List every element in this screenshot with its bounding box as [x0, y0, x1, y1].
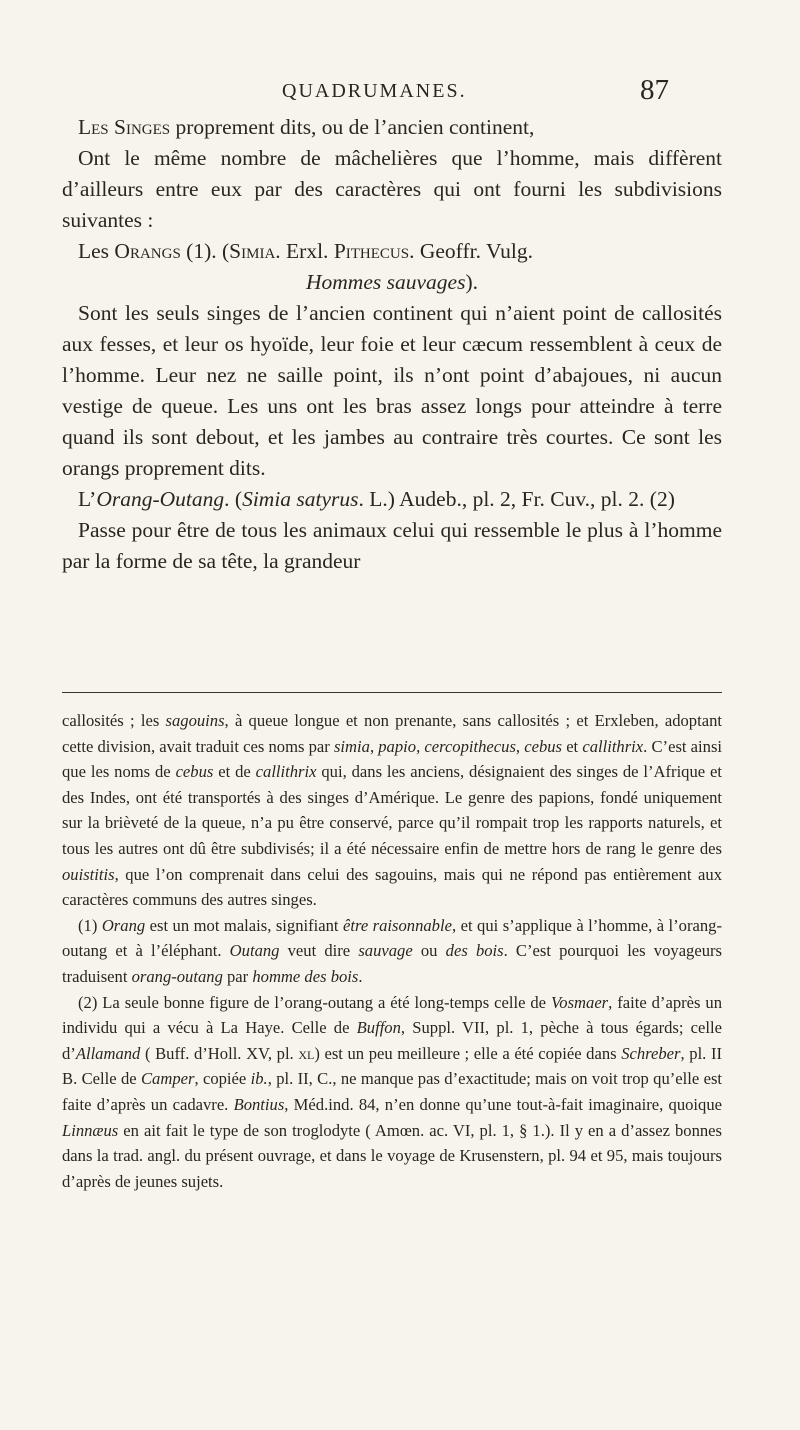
term-sagouins: sagouins	[165, 711, 225, 730]
term-buffon: Buffon	[356, 1018, 401, 1038]
term-bontius: Bontius	[233, 1094, 285, 1114]
footnote-rule	[62, 692, 722, 693]
term-homme-des-bois: homme des bois	[252, 966, 359, 986]
text-run: callosités ; les	[62, 711, 166, 730]
text-run: (1)	[78, 915, 102, 935]
text-run: , Suppl. VII, pl. 1, pèche à tous égards; celle d’	[62, 1018, 722, 1063]
text-run: proprement dits, ou de l’ancien continent,	[170, 115, 535, 139]
paragraph-description: Sont les seuls singes de l’ancien continent qui n’aient point de callosités aux fesses, et leur os hyoïde, leur foie et leur cæcum ressemblent à ceux de l’homme. Leur nez ne saille point, ils n’ont point d’abajoues, ni aucun vestige de queue. Les uns ont les bras assez longs pour atteindre à terre quand ils sont debout, et les jambes au contraire très courtes. Ce sont les orangs proprement dits.	[62, 301, 722, 480]
text-run: , faite d’après un individu qui a vécu à La Haye. Celle de	[62, 992, 723, 1038]
term-simia: Simia	[229, 239, 276, 263]
paragraph-orangs-subheading	[62, 267, 722, 298]
text-run: veut dire	[279, 941, 359, 961]
text-run: .	[358, 966, 363, 986]
term-xl: xl	[298, 1043, 315, 1063]
text-run: . C’est pourquoi les voyageurs traduisent	[62, 941, 722, 986]
page-number: 87	[640, 74, 669, 106]
term-etre-raisonnable: être raisonnable	[343, 915, 452, 935]
text-run: et de	[213, 762, 256, 782]
term-cebus: cebus	[524, 736, 563, 756]
text-run: . (	[224, 487, 243, 511]
text-run: ) est un peu meilleure ; elle a été copiée dans	[314, 1043, 622, 1063]
text-run: en ait fait le type de son troglodyte ( Amœn. ac. VI, pl. 1, § 1.). Il y en a d’assez bonnes dans la trad. angl. du présent ouvrage, et dans le voyage de Krusenstern, pl. 94 et 95, mais toujours d’après de jeunes sujets.	[62, 1120, 722, 1191]
text-run: , Méd.ind. 84, n’en donne qu’une tout-à-fait imaginaire, quoique	[284, 1094, 722, 1114]
text-run: . L.) Audeb., pl. 2, Fr. Cuv., pl. 2. (2)	[358, 487, 675, 511]
paragraph-machelieres: Ont le même nombre de mâchelières que l’homme, mais diffèrent d’ailleurs entre eux par des caractères qui ont fourni les subdivisions suivantes :	[62, 146, 722, 232]
text-run: ,	[416, 736, 425, 756]
footnote-2	[62, 990, 722, 1195]
text-run: , à queue longue et non prenante, sans callosités ; et Erxleben, adoptant cette division, avait traduit ces noms par	[62, 711, 722, 756]
paragraph-passe-pour: Passe pour être de tous les animaux celui qui ressemble le plus à l’homme par la forme de sa tête, la grandeur	[62, 518, 722, 573]
text-run: ou	[412, 941, 446, 961]
term-cercopithecus: cercopithecus	[424, 736, 516, 756]
term-simia: simia	[333, 736, 370, 756]
term-cebus: cebus	[175, 762, 214, 782]
term-orangs: Orangs	[114, 239, 181, 263]
text-run: (2) La seule bonne figure de l’orang-outang a été long-temps celle de	[78, 992, 551, 1012]
term-schreber: Schreber	[621, 1043, 681, 1063]
term-outang: Outang	[229, 941, 280, 961]
term-linnaeus: Linnæus	[62, 1120, 119, 1140]
paragraph-orang-outang	[62, 484, 722, 515]
text-run: par	[222, 966, 253, 986]
term-pithecus: Pithecus	[333, 239, 410, 263]
text-run: , et qui s’applique à l’homme, à l’orang-outang et à l’éléphant.	[62, 915, 722, 961]
text-run: ( Buff. d’Holl. XV, pl.	[140, 1043, 299, 1063]
term-callithrix: callithrix	[582, 736, 644, 756]
footnotes	[62, 708, 722, 1194]
text-run: . C’est ainsi que les noms de	[62, 736, 723, 782]
term-orang: Orang	[101, 915, 146, 935]
term-sauvage: sauvage	[358, 941, 413, 961]
term-simia-satyrus: Simia satyrus	[242, 487, 359, 511]
text-run: ).	[465, 270, 478, 294]
term-vosmaer: Vosmaer	[550, 992, 609, 1012]
text-run: , que l’on comprenait dans celui des sagouins, mais qui ne répond pas entièrement aux caractères communs des autres singes.	[62, 864, 722, 910]
term-singes: Les Singes	[78, 115, 171, 139]
term-papio: papio	[378, 736, 417, 756]
text-run: ,	[369, 736, 379, 756]
text-run: . Geoffr. Vulg.	[409, 239, 534, 263]
text-run: . Erxl.	[275, 239, 334, 263]
main-text	[62, 112, 722, 577]
term-ib: ib.	[250, 1069, 268, 1089]
term-des-bois: des bois	[445, 941, 504, 961]
text-run: Les	[78, 239, 115, 263]
running-head	[0, 74, 800, 108]
text-run: (1). (	[180, 239, 230, 263]
text-run: qui, dans les anciens, désignaient des singes de l’Afrique et des Indes, ont été transportés à des singes d’Amérique. Le genre des papions, fondé uniquement sur la brièveté de la queue, n’a pu être conservé, parce qu’il rompait trop les rapports naturels, et tous les autres ont dû être subdivisés; il a été nécessaire enfin de mettre hors de rang le genre des	[62, 762, 722, 858]
term-ouistitis: ouistitis	[62, 864, 115, 884]
text-run: , pl. II, C., ne manque pas d’exactitude; mais on voit trop qu’elle est faite d’après un cadavre.	[62, 1069, 723, 1114]
term-orang-outang: Orang-Outang	[96, 487, 225, 511]
text-run: et	[562, 736, 583, 756]
text-run: , pl. II B. Celle de	[62, 1043, 722, 1089]
term-camper: Camper	[140, 1069, 195, 1089]
text-run: ,	[515, 736, 525, 756]
paragraph-orangs-heading	[62, 236, 722, 267]
footnote-continuation	[62, 708, 722, 913]
paragraph-singes	[62, 112, 722, 143]
term-allamand: Allamand	[75, 1043, 141, 1063]
term-orang-outang: orang-outang	[131, 966, 223, 986]
text-run: L’	[78, 487, 97, 511]
term-callithrix: callithrix	[255, 762, 317, 782]
text-run: , copiée	[194, 1069, 251, 1089]
footnote-1	[62, 913, 722, 990]
text-run: est un mot malais, signifiant	[145, 915, 344, 935]
term-hommes-sauvages: Hommes sauvages	[306, 270, 466, 294]
running-title: QUADRUMANES.	[282, 80, 467, 102]
